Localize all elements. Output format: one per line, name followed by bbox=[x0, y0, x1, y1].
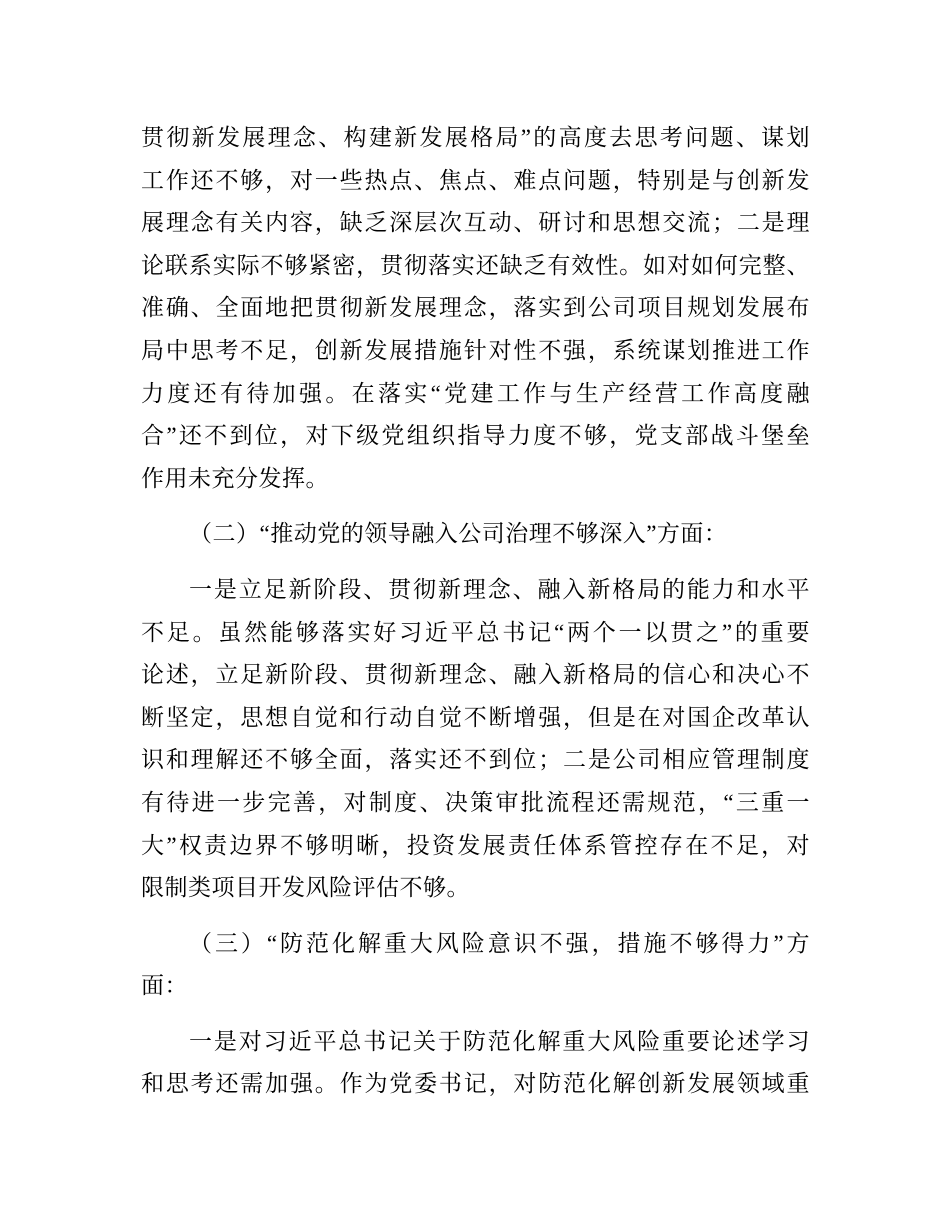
heading-line: 面： bbox=[141, 973, 188, 999]
paragraph bbox=[141, 569, 810, 910]
text-line: 论述，立足新阶段、贯彻新理念、融入新格局的信心和决心不 bbox=[141, 662, 810, 688]
section-heading-2 bbox=[141, 513, 810, 556]
text-line: 断坚定，思想自觉和行动自觉不断增强，但是在对国企改革认 bbox=[141, 704, 810, 730]
paragraph-continuation bbox=[141, 117, 810, 500]
heading-line: （三）“防范化解重大风险意识不强，措施不够得力”方 bbox=[189, 930, 810, 956]
text-line: 不足。虽然能够落实好习近平总书记“两个一以贯之”的重要 bbox=[141, 619, 810, 645]
text-line: 展理念有关内容，缺乏深层次互动、研讨和思想交流；二是理 bbox=[141, 210, 810, 236]
text-line: 一是对习近平总书记关于防范化解重大风险重要论述学习 bbox=[189, 1028, 810, 1054]
text-line: 局中思考不足，创新发展措施针对性不强，系统谋划推进工作 bbox=[141, 337, 810, 363]
text-line: 贯彻新发展理念、构建新发展格局”的高度去思考问题、谋划 bbox=[141, 125, 810, 150]
section-heading-3 bbox=[141, 923, 810, 1008]
text-line: 大”权责边界不够明晰，投资发展责任体系管控存在不足，对 bbox=[141, 832, 810, 858]
text-line: 和思考还需加强。作为党委书记，对防范化解创新发展领域重 bbox=[141, 1071, 810, 1097]
text-line: 限制类项目开发风险评估不够。 bbox=[141, 875, 470, 901]
text-line: 论联系实际不够紧密，贯彻落实还缺乏有效性。如对如何完整、 bbox=[141, 252, 810, 278]
text-line: 作用未充分发挥。 bbox=[141, 465, 329, 491]
heading-line: （二）“推动党的领导融入公司治理不够深入”方面： bbox=[189, 521, 728, 547]
text-line: 准确、全面地把贯彻新发展理念，落实到公司项目规划发展布 bbox=[141, 295, 810, 321]
text-line: 一是立足新阶段、贯彻新理念、融入新格局的能力和水平 bbox=[189, 576, 810, 602]
text-line: 有待进一步完善，对制度、决策审批流程还需规范，“三重一 bbox=[141, 789, 810, 815]
text-line: 识和理解还不够全面，落实还不到位；二是公司相应管理制度 bbox=[141, 747, 810, 773]
text-line: 工作还不够，对一些热点、焦点、难点问题，特别是与创新发 bbox=[141, 167, 810, 193]
text-line: 力度还有待加强。在落实“党建工作与生产经营工作高度融 bbox=[141, 380, 810, 406]
document-page bbox=[141, 117, 810, 1106]
text-line: 合”还不到位，对下级党组织指导力度不够，党支部战斗堡垒 bbox=[141, 423, 810, 449]
paragraph bbox=[141, 1021, 810, 1106]
